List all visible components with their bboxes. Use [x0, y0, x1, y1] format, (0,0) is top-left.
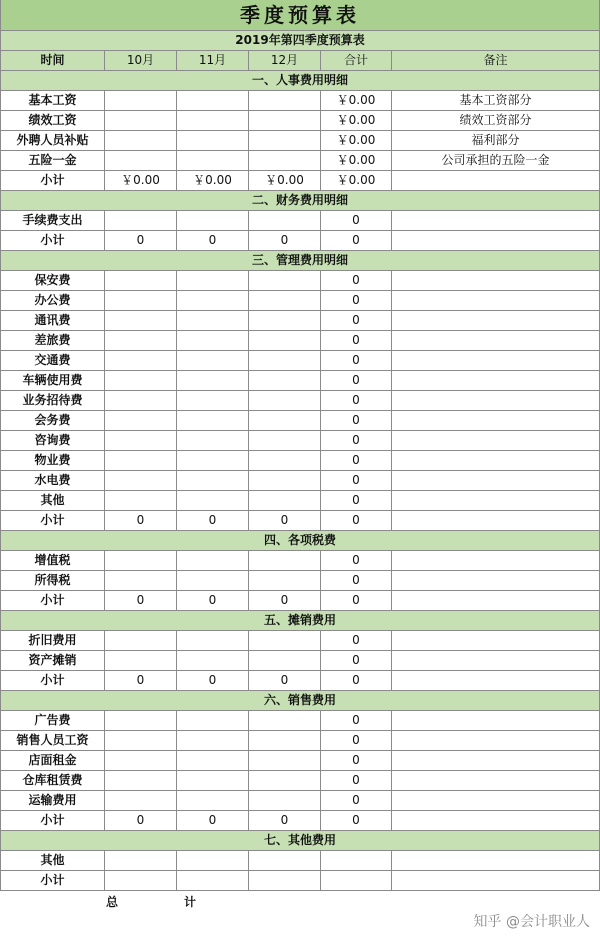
table-row — [0, 551, 600, 571]
row-label[interactable]: 基本工资 — [0, 91, 105, 111]
row-label[interactable]: 物业费 — [0, 451, 105, 471]
m12-cell[interactable] — [249, 211, 321, 231]
row-label[interactable]: 办公费 — [0, 291, 105, 311]
m10-cell[interactable] — [105, 151, 177, 171]
m11-cell[interactable] — [177, 491, 249, 511]
total-cell[interactable]: 0 — [321, 651, 392, 671]
m11-cell[interactable] — [177, 351, 249, 371]
section-title[interactable]: 三、管理费用明细 — [0, 251, 600, 271]
m11-cell[interactable] — [177, 451, 249, 471]
section-header-row — [0, 691, 600, 711]
section-title[interactable]: 四、各项税费 — [0, 531, 600, 551]
total-cell[interactable]: 0 — [321, 371, 392, 391]
note-cell[interactable] — [392, 411, 600, 431]
table-row — [0, 271, 600, 291]
note-cell[interactable]: 绩效工资部分 — [392, 111, 600, 131]
total-cell[interactable]: 0 — [321, 391, 392, 411]
table-row — [0, 851, 600, 871]
total-cell[interactable]: 0 — [321, 491, 392, 511]
m12-cell[interactable] — [249, 131, 321, 151]
m11-cell[interactable] — [177, 371, 249, 391]
m12-cell[interactable] — [249, 91, 321, 111]
m10-cell[interactable] — [105, 351, 177, 371]
table-row — [0, 371, 600, 391]
total-cell[interactable]: ￥0.00 — [321, 151, 392, 171]
m12-cell[interactable] — [249, 651, 321, 671]
note-cell[interactable] — [392, 371, 600, 391]
grand-total-label-1: 总 — [105, 895, 118, 909]
m11-cell[interactable] — [177, 91, 249, 111]
table-row — [0, 411, 600, 431]
m12-cell[interactable]: 0 — [249, 231, 321, 251]
m10-cell[interactable] — [105, 451, 177, 471]
header-nov[interactable]: 11月 — [177, 51, 249, 71]
table-row — [0, 651, 600, 671]
m11-cell[interactable]: 0 — [177, 511, 249, 531]
m11-cell[interactable]: 0 — [177, 811, 249, 831]
total-cell[interactable]: 0 — [321, 731, 392, 751]
m12-cell[interactable] — [249, 631, 321, 651]
note-cell[interactable] — [392, 811, 600, 831]
table-row — [0, 451, 600, 471]
m10-cell[interactable] — [105, 651, 177, 671]
m10-cell[interactable]: 0 — [105, 511, 177, 531]
note-cell[interactable] — [392, 451, 600, 471]
m11-cell[interactable] — [177, 631, 249, 651]
m10-cell[interactable] — [105, 791, 177, 811]
m11-cell[interactable] — [177, 711, 249, 731]
m12-cell[interactable] — [249, 791, 321, 811]
row-label[interactable]: 车辆使用费 — [0, 371, 105, 391]
m12-cell[interactable] — [249, 711, 321, 731]
m11-cell[interactable] — [177, 651, 249, 671]
row-label[interactable]: 运输费用 — [0, 791, 105, 811]
subtotal-row — [0, 811, 600, 831]
m11-cell[interactable] — [177, 211, 249, 231]
total-cell[interactable]: 0 — [321, 331, 392, 351]
m11-cell[interactable]: 0 — [177, 231, 249, 251]
m12-cell[interactable] — [249, 111, 321, 131]
row-label[interactable]: 交通费 — [0, 351, 105, 371]
note-cell[interactable] — [392, 671, 600, 691]
total-cell[interactable]: 0 — [321, 431, 392, 451]
m12-cell[interactable] — [249, 411, 321, 431]
m10-cell[interactable] — [105, 271, 177, 291]
row-label[interactable]: 广告费 — [0, 711, 105, 731]
row-label[interactable]: 差旅费 — [0, 331, 105, 351]
m12-cell[interactable] — [249, 471, 321, 491]
m10-cell[interactable] — [105, 391, 177, 411]
header-row — [0, 51, 600, 71]
total-cell[interactable]: 0 — [321, 231, 392, 251]
m11-cell[interactable] — [177, 471, 249, 491]
note-cell[interactable]: 基本工资部分 — [392, 91, 600, 111]
table-row — [0, 491, 600, 511]
m11-cell[interactable]: ￥0.00 — [177, 171, 249, 191]
grand-total-label-2: 计 — [183, 895, 196, 909]
m11-cell[interactable] — [177, 571, 249, 591]
row-label[interactable]: 店面租金 — [0, 751, 105, 771]
m10-cell[interactable] — [105, 131, 177, 151]
note-cell[interactable] — [392, 491, 600, 511]
m12-cell[interactable] — [249, 751, 321, 771]
note-cell[interactable] — [392, 751, 600, 771]
m10-cell[interactable] — [105, 751, 177, 771]
total-cell[interactable]: 0 — [321, 351, 392, 371]
note-cell[interactable] — [392, 591, 600, 611]
section-header-row — [0, 191, 600, 211]
note-cell[interactable] — [392, 211, 600, 231]
table-row — [0, 751, 600, 771]
table-row — [0, 791, 600, 811]
note-cell[interactable] — [392, 431, 600, 451]
note-cell[interactable] — [392, 511, 600, 531]
header-note[interactable]: 备注 — [392, 51, 600, 71]
m10-cell[interactable] — [105, 471, 177, 491]
section-header-row — [0, 531, 600, 551]
total-cell[interactable]: 0 — [321, 451, 392, 471]
note-cell[interactable] — [392, 391, 600, 411]
m10-cell[interactable]: 0 — [105, 811, 177, 831]
total-cell[interactable]: 0 — [321, 631, 392, 651]
m11-cell[interactable] — [177, 411, 249, 431]
m11-cell[interactable] — [177, 771, 249, 791]
total-cell[interactable]: 0 — [321, 311, 392, 331]
total-cell[interactable]: 0 — [321, 411, 392, 431]
row-label[interactable]: 小计 — [0, 511, 105, 531]
header-time[interactable]: 时间 — [0, 51, 105, 71]
note-cell[interactable]: 福利部分 — [392, 131, 600, 151]
m11-cell[interactable] — [177, 131, 249, 151]
m10-cell[interactable] — [105, 211, 177, 231]
note-cell[interactable] — [392, 271, 600, 291]
row-label[interactable]: 小计 — [0, 671, 105, 691]
note-cell[interactable]: 公司承担的五险一金 — [392, 151, 600, 171]
row-label[interactable]: 通讯费 — [0, 311, 105, 331]
table-row — [0, 111, 600, 131]
note-cell[interactable] — [392, 651, 600, 671]
row-label[interactable]: 所得税 — [0, 571, 105, 591]
total-cell[interactable]: 0 — [321, 511, 392, 531]
m10-cell[interactable] — [105, 571, 177, 591]
total-cell[interactable]: ￥0.00 — [321, 171, 392, 191]
m10-cell[interactable] — [105, 91, 177, 111]
note-cell[interactable] — [392, 851, 600, 871]
m12-cell[interactable] — [249, 571, 321, 591]
m10-cell[interactable] — [105, 551, 177, 571]
total-cell[interactable]: 0 — [321, 711, 392, 731]
m11-cell[interactable] — [177, 291, 249, 311]
m12-cell[interactable] — [249, 271, 321, 291]
table-row — [0, 311, 600, 331]
total-cell[interactable]: 0 — [321, 791, 392, 811]
row-label[interactable]: 增值税 — [0, 551, 105, 571]
row-label[interactable]: 小计 — [0, 171, 105, 191]
note-cell[interactable] — [392, 631, 600, 651]
m12-cell[interactable] — [249, 491, 321, 511]
total-cell[interactable]: 0 — [321, 271, 392, 291]
subtotal-row — [0, 511, 600, 531]
m12-cell[interactable] — [249, 771, 321, 791]
note-cell[interactable] — [392, 171, 600, 191]
note-cell[interactable] — [392, 291, 600, 311]
m10-cell[interactable] — [105, 371, 177, 391]
row-label[interactable]: 五险一金 — [0, 151, 105, 171]
m10-cell[interactable] — [105, 411, 177, 431]
row-label[interactable]: 仓库租赁费 — [0, 771, 105, 791]
row-label[interactable]: 销售人员工资 — [0, 731, 105, 751]
sheet-subtitle[interactable]: 2019年第四季度预算表 — [0, 31, 600, 51]
m10-cell[interactable] — [105, 871, 177, 891]
table-row — [0, 771, 600, 791]
row-label[interactable]: 其他 — [0, 491, 105, 511]
m12-cell[interactable]: 0 — [249, 511, 321, 531]
table-row — [0, 291, 600, 311]
subtotal-row — [0, 231, 600, 251]
m12-cell[interactable] — [249, 731, 321, 751]
m12-cell[interactable] — [249, 871, 321, 891]
m10-cell[interactable] — [105, 491, 177, 511]
watermark: 知乎 @会计职业人 — [473, 914, 590, 930]
m11-cell[interactable] — [177, 751, 249, 771]
m10-cell[interactable]: 0 — [105, 231, 177, 251]
note-cell[interactable] — [392, 551, 600, 571]
row-label[interactable]: 小计 — [0, 231, 105, 251]
table-row — [0, 431, 600, 451]
total-cell[interactable]: 0 — [321, 471, 392, 491]
sheet-title[interactable]: 季度预算表 — [0, 0, 600, 31]
m12-cell[interactable] — [249, 391, 321, 411]
m12-cell[interactable] — [249, 331, 321, 351]
row-label[interactable]: 小计 — [0, 811, 105, 831]
section-title[interactable]: 二、财务费用明细 — [0, 191, 600, 211]
m11-cell[interactable] — [177, 271, 249, 291]
note-cell[interactable] — [392, 771, 600, 791]
m12-cell[interactable]: ￥0.00 — [249, 171, 321, 191]
section-header-row — [0, 831, 600, 851]
table-row — [0, 571, 600, 591]
total-cell[interactable] — [321, 851, 392, 871]
row-label[interactable]: 折旧费用 — [0, 631, 105, 651]
note-cell[interactable] — [392, 711, 600, 731]
m11-cell[interactable] — [177, 311, 249, 331]
header-dec[interactable]: 12月 — [249, 51, 321, 71]
m12-cell[interactable] — [249, 851, 321, 871]
subtotal-row — [0, 171, 600, 191]
row-label[interactable]: 外聘人员补贴 — [0, 131, 105, 151]
total-cell[interactable]: 0 — [321, 211, 392, 231]
section-header-row — [0, 611, 600, 631]
subtotal-row — [0, 671, 600, 691]
m12-cell[interactable]: 0 — [249, 591, 321, 611]
m10-cell[interactable]: ￥0.00 — [105, 171, 177, 191]
total-cell[interactable]: 0 — [321, 571, 392, 591]
table-row — [0, 351, 600, 371]
m12-cell[interactable] — [249, 431, 321, 451]
table-row — [0, 151, 600, 171]
m10-cell[interactable]: 0 — [105, 591, 177, 611]
m10-cell[interactable] — [105, 851, 177, 871]
m12-cell[interactable] — [249, 291, 321, 311]
row-label[interactable]: 水电费 — [0, 471, 105, 491]
note-cell[interactable] — [392, 731, 600, 751]
row-label[interactable]: 小计 — [0, 871, 105, 891]
total-cell[interactable] — [321, 871, 392, 891]
total-cell[interactable]: ￥0.00 — [321, 91, 392, 111]
header-oct[interactable]: 10月 — [105, 51, 177, 71]
total-cell[interactable]: 0 — [321, 551, 392, 571]
table-row — [0, 91, 600, 111]
total-cell[interactable]: ￥0.00 — [321, 111, 392, 131]
row-label[interactable]: 会务费 — [0, 411, 105, 431]
table-row — [0, 731, 600, 751]
m11-cell[interactable]: 0 — [177, 671, 249, 691]
table-row — [0, 631, 600, 651]
row-label[interactable]: 咨询费 — [0, 431, 105, 451]
grand-total-row — [0, 893, 600, 913]
table-row — [0, 711, 600, 731]
m12-cell[interactable] — [249, 151, 321, 171]
m12-cell[interactable] — [249, 371, 321, 391]
m10-cell[interactable] — [105, 711, 177, 731]
note-cell[interactable] — [392, 571, 600, 591]
total-cell[interactable]: 0 — [321, 591, 392, 611]
m11-cell[interactable] — [177, 431, 249, 451]
m12-cell[interactable]: 0 — [249, 671, 321, 691]
total-cell[interactable]: ￥0.00 — [321, 131, 392, 151]
header-total[interactable]: 合计 — [321, 51, 392, 71]
section-title[interactable]: 七、其他费用 — [0, 831, 600, 851]
title-row — [0, 0, 600, 31]
m10-cell[interactable] — [105, 311, 177, 331]
m11-cell[interactable] — [177, 731, 249, 751]
section-title[interactable]: 一、人事费用明细 — [0, 71, 600, 91]
m10-cell[interactable] — [105, 431, 177, 451]
note-cell[interactable] — [392, 331, 600, 351]
subtotal-row — [0, 871, 600, 891]
total-cell[interactable]: 0 — [321, 291, 392, 311]
table-row — [0, 471, 600, 491]
m11-cell[interactable] — [177, 151, 249, 171]
row-label[interactable]: 绩效工资 — [0, 111, 105, 131]
m11-cell[interactable] — [177, 111, 249, 131]
row-label[interactable]: 其他 — [0, 851, 105, 871]
total-cell[interactable]: 0 — [321, 751, 392, 771]
row-label[interactable]: 保安费 — [0, 271, 105, 291]
table-row — [0, 391, 600, 411]
note-cell[interactable] — [392, 351, 600, 371]
m10-cell[interactable] — [105, 331, 177, 351]
row-label[interactable]: 手续费支出 — [0, 211, 105, 231]
m11-cell[interactable] — [177, 871, 249, 891]
note-cell[interactable] — [392, 791, 600, 811]
m10-cell[interactable] — [105, 771, 177, 791]
m10-cell[interactable] — [105, 631, 177, 651]
m10-cell[interactable] — [105, 731, 177, 751]
m11-cell[interactable] — [177, 791, 249, 811]
note-cell[interactable] — [392, 231, 600, 251]
m11-cell[interactable] — [177, 851, 249, 871]
row-label[interactable]: 资产摊销 — [0, 651, 105, 671]
m11-cell[interactable]: 0 — [177, 591, 249, 611]
note-cell[interactable] — [392, 311, 600, 331]
subtotal-row — [0, 591, 600, 611]
total-cell[interactable]: 0 — [321, 811, 392, 831]
table-row — [0, 131, 600, 151]
section-title[interactable]: 六、销售费用 — [0, 691, 600, 711]
m12-cell[interactable] — [249, 311, 321, 331]
m11-cell[interactable] — [177, 331, 249, 351]
table-row — [0, 211, 600, 231]
m11-cell[interactable] — [177, 551, 249, 571]
row-label[interactable]: 业务招待费 — [0, 391, 105, 411]
m10-cell[interactable] — [105, 111, 177, 131]
row-label[interactable]: 小计 — [0, 591, 105, 611]
m10-cell[interactable]: 0 — [105, 671, 177, 691]
m11-cell[interactable] — [177, 391, 249, 411]
section-title[interactable]: 五、摊销费用 — [0, 611, 600, 631]
m12-cell[interactable]: 0 — [249, 811, 321, 831]
section-header-row — [0, 251, 600, 271]
m12-cell[interactable] — [249, 451, 321, 471]
total-cell[interactable]: 0 — [321, 671, 392, 691]
table-row — [0, 331, 600, 351]
m12-cell[interactable] — [249, 551, 321, 571]
subtitle-row — [0, 31, 600, 51]
m10-cell[interactable] — [105, 291, 177, 311]
note-cell[interactable] — [392, 871, 600, 891]
m12-cell[interactable] — [249, 351, 321, 371]
total-cell[interactable]: 0 — [321, 771, 392, 791]
note-cell[interactable] — [392, 471, 600, 491]
section-header-row — [0, 71, 600, 91]
